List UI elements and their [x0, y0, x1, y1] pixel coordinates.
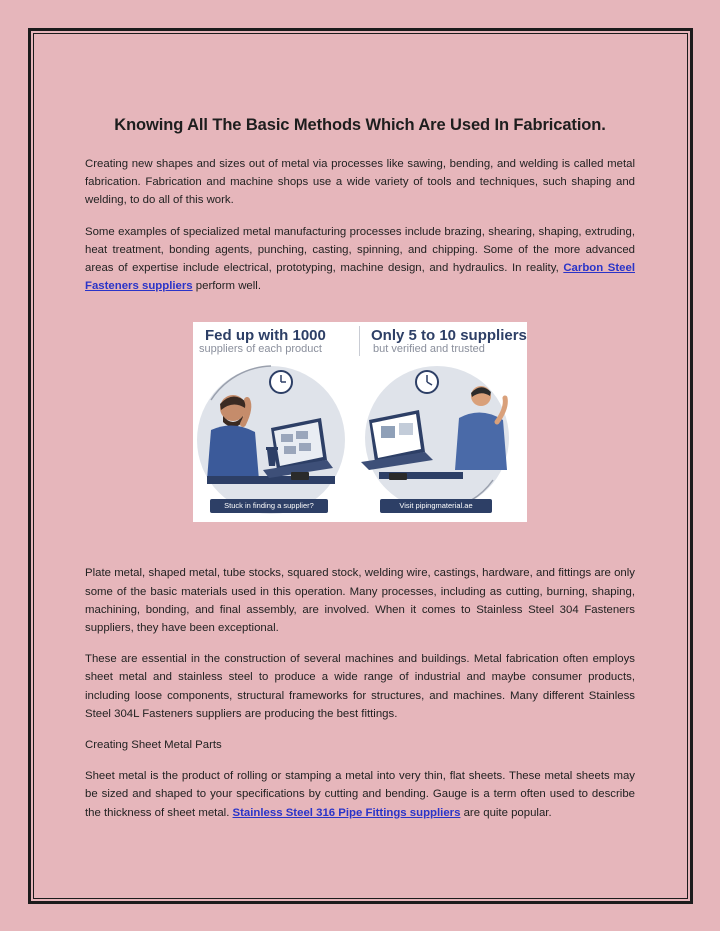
figure-divider — [359, 326, 360, 356]
paragraph-2-text-start: Some examples of specialized metal manufacturing processes include brazing, shearing, shaping, extruding, heat treatment, bonding agents, punching, casting, spinning, and chipping. Some of the more advanced areas of expertise include electrical, prototyping, machine design, and hydraulics. In reality, — [85, 225, 635, 275]
section-heading-sheet-metal: Creating Sheet Metal Parts — [85, 739, 222, 752]
figure-left-heading: Fed up with 1000 — [205, 327, 326, 345]
document-title: Knowing All The Basic Methods Which Are Used In Fabrication. — [114, 116, 606, 134]
left-clock-icon — [270, 371, 292, 393]
right-clock-icon — [416, 371, 438, 393]
figure-container — [85, 322, 635, 522]
figure-illustration — [193, 360, 527, 522]
paragraph-3: Plate metal, shaped metal, tube stocks, squared stock, welding wire, castings, hardware, and fittings are only some of the basic materials used in this operation. Many processes, including as cutting, burning, shaping, machining, bonding, and final assembly, are involved. When it comes to Stainless Steel 304 Fasteners suppliers, they have been exceptional. — [85, 567, 635, 635]
right-caption-banner: Visit pipingmaterial.ae — [380, 499, 492, 513]
figure-right-subheading: but verified and trusted — [373, 343, 485, 356]
paragraph-2 — [85, 223, 635, 296]
carbon-steel-fasteners-link[interactable]: Carbon Steel Fasteners suppliers — [85, 262, 635, 293]
stainless-steel-316-pipe-fittings-link[interactable]: Stainless Steel 316 Pipe Fittings suppliers — [232, 806, 461, 819]
paragraph-2-text-end: perform well. — [192, 280, 261, 293]
left-phone-icon — [291, 472, 309, 480]
figure-right-heading: Only 5 to 10 suppliers — [371, 327, 527, 345]
paragraph-4: These are essential in the construction of several machines and buildings. Metal fabrication often employs sheet metal and stainless steel to produce a wide range of industrial and maybe consumer products, including loose components, structural frameworks for structures, and machines. Many different Stainless Steel 304L Fasteners suppliers are producing the best fittings. — [85, 653, 635, 720]
paragraph-6-text-end: are quite popular. — [460, 806, 552, 819]
paragraph-6 — [85, 767, 635, 822]
document-body — [85, 116, 635, 835]
figure-left-subheading: suppliers of each product — [199, 343, 322, 356]
left-caption-banner: Stuck in finding a supplier? — [210, 499, 328, 513]
right-phone-icon — [389, 473, 407, 480]
paragraph-6-text-start: Sheet metal is the product of rolling or stamping a metal into very thin, flat sheets. These metal sheets may be sized and shaped to your specifications by cutting and bending. Gauge is a term often used to describe the thickness of sheet metal. — [85, 770, 635, 819]
paragraph-1: Creating new shapes and sizes out of metal via processes like sawing, bending, and welding is called metal fabrication. Fabrication and machine shops use a wide variety of tools and techniques, such shaping and welding, to do all of this work. — [85, 158, 635, 207]
supplier-comparison-image — [193, 322, 527, 522]
